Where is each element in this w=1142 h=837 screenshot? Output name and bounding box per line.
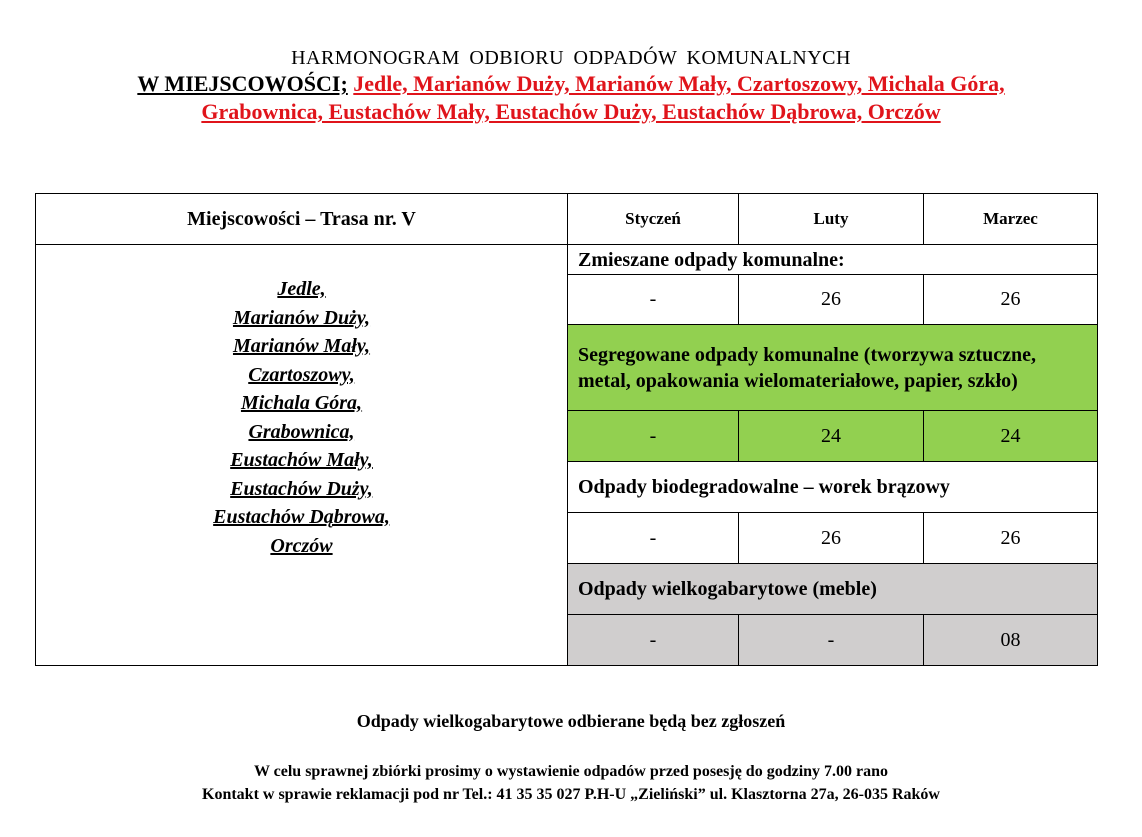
table-header-row — [36, 194, 1098, 245]
town-item: Eustachów Mały, — [230, 449, 373, 471]
collection-instruction: W celu sprawnej zbiórki prosimy o wystawienie odpadów przed posesję do godziny 7.00 rano — [253, 763, 889, 780]
town-item: Eustachów Dąbrowa, — [213, 506, 390, 528]
towns-list — [36, 245, 568, 666]
locality-line-1 — [0, 70, 1142, 98]
locality-towns-part-1: Jedle, Marianów Duży, Marianów Mały, Czartoszowy, Michala Góra, — [353, 71, 1005, 96]
town-item: Grabownica, — [248, 420, 355, 443]
month-header-january: Styczeń — [568, 194, 739, 245]
document-header — [0, 46, 1142, 126]
value-cell: - — [568, 513, 739, 564]
value-cell: 08 — [924, 615, 1098, 666]
value-cell: 24 — [739, 411, 924, 462]
value-cell: 26 — [739, 275, 924, 325]
value-cell: 26 — [924, 275, 1098, 325]
route-header: Miejscowości – Trasa nr. V — [36, 194, 568, 245]
category-row-mixed — [36, 245, 1098, 275]
contact-footer — [0, 760, 1142, 806]
locality-prefix: W MIEJSCOWOŚCI; — [137, 71, 348, 96]
bulky-waste-note: Odpady wielkogabarytowe odbierane będą bez zgłoszeń — [356, 711, 786, 731]
category-segregated-waste: Segregowane odpady komunalne (tworzywa sztuczne, metal, opakowania wielomateriałowe, papier, szkło) — [568, 325, 1098, 411]
value-cell: - — [568, 615, 739, 666]
value-cell: - — [568, 275, 739, 325]
value-cell: 24 — [924, 411, 1098, 462]
category-mixed-waste: Zmieszane odpady komunalne: — [568, 245, 1098, 275]
value-cell: 26 — [739, 513, 924, 564]
locality-towns-part-2: Grabownica, Eustachów Mały, Eustachów Duży, Eustachów Dąbrowa, Orczów — [201, 99, 941, 124]
category-bulky-waste: Odpady wielkogabarytowe (meble) — [568, 564, 1098, 615]
month-header-march: Marzec — [924, 194, 1098, 245]
town-item: Michala Góra, — [240, 392, 363, 414]
town-item: Eustachów Duży, — [230, 477, 373, 500]
town-item: Orczów — [270, 534, 333, 557]
schedule-table — [35, 193, 1098, 666]
town-item: Czartoszowy, — [248, 363, 355, 386]
town-item: Marianów Mały, — [232, 335, 371, 357]
month-header-february: Luty — [739, 194, 924, 245]
town-item: Jedle, — [277, 278, 326, 300]
town-item: Marianów Duży, — [232, 306, 371, 329]
locality-line-2 — [0, 98, 1142, 126]
value-cell: - — [568, 411, 739, 462]
value-cell: - — [739, 615, 924, 666]
category-biodegradable-waste: Odpady biodegradowalne – worek brązowy — [568, 462, 1098, 513]
complaint-contact: Kontakt w sprawie reklamacji pod nr Tel.: 41 35 35 027 P.H-U „Zieliński” ul. Klasztorna 27a, 26-035 Raków — [202, 786, 940, 803]
value-cell: 26 — [924, 513, 1098, 564]
document-title: HARMONOGRAM ODBIORU ODPADÓW KOMUNALNYCH — [291, 47, 851, 69]
